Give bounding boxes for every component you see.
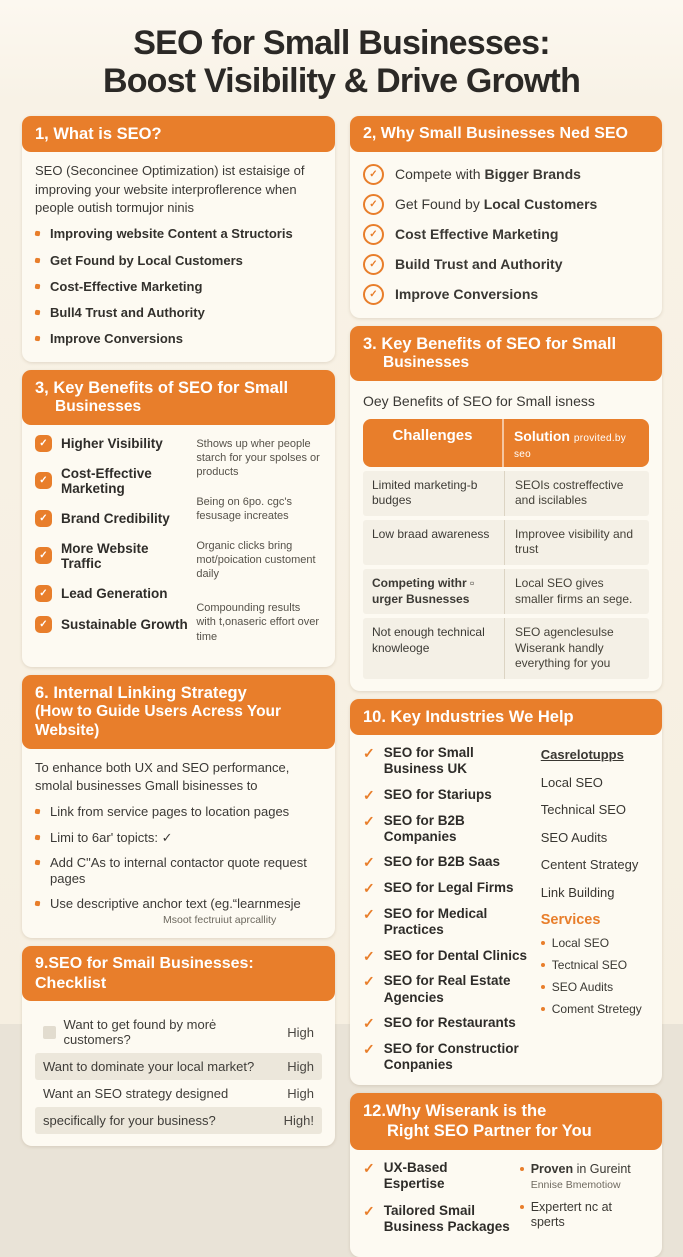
service-item	[541, 1002, 649, 1016]
benefit-item	[35, 616, 188, 633]
benefit-item	[35, 466, 188, 496]
section-what-is-seo-header: 1, What is SEO?	[22, 116, 335, 152]
section-why-wiserank-body	[350, 1150, 662, 1257]
industry-label: SEO for Constructior Conpanies	[383, 1040, 519, 1073]
industry-label: SEO for B2B Companies	[383, 812, 465, 844]
section-checklist-body	[22, 1001, 335, 1146]
section-internal-linking	[22, 675, 335, 939]
section-what-is-seo-body	[22, 152, 335, 362]
priority-label: High!	[283, 1113, 314, 1129]
wiserank-item	[363, 1203, 512, 1236]
side-link: Casrelotupps	[540, 747, 624, 763]
industry-item	[363, 948, 531, 964]
reason-label	[395, 286, 538, 302]
benefit-label: Higher Visibility	[61, 435, 163, 451]
industry-label: SEO for Medical Practices	[383, 905, 488, 938]
list-item-label: Improving website Content a Structoris	[50, 226, 293, 242]
list-item	[35, 855, 322, 888]
bullet-icon	[541, 1007, 545, 1011]
checklist-row	[35, 1011, 322, 1053]
industry-item	[363, 880, 531, 896]
industry-item	[363, 1041, 531, 1073]
section-internal-linking-body	[22, 749, 335, 939]
table-row	[363, 471, 649, 516]
checklist-row	[35, 1053, 322, 1080]
solution-header-main: Solution	[513, 427, 570, 444]
side-link: Link Building	[540, 884, 615, 900]
industry-label: SEO for Restaurants	[383, 1015, 516, 1031]
benefit-descriptions	[196, 435, 322, 655]
benefit-item	[35, 435, 188, 452]
benefit-label: Brand Credibility	[61, 510, 170, 526]
checkbox-icon: ✓	[35, 547, 52, 564]
reason-strong: Improve Conversions	[395, 286, 539, 303]
section-key-benefits-left-header	[22, 370, 335, 425]
bullet-icon	[541, 963, 545, 967]
circle-check-icon: ✓	[363, 224, 384, 245]
side-link: Local SEO	[540, 774, 603, 790]
benefit-item	[35, 541, 188, 571]
circle-check-icon: ✓	[363, 254, 384, 275]
checklist-question	[43, 1086, 228, 1101]
bullet-icon	[520, 1205, 524, 1209]
list-item-label: Link from service pages to location pages	[50, 804, 290, 820]
reason-label	[395, 226, 558, 242]
checkbox-icon: ✓	[35, 616, 52, 633]
section-key-benefits-right-header	[350, 326, 662, 381]
section-key-benefits-left-body	[22, 425, 335, 667]
header-line2: Right SEO Partner for You	[387, 1122, 592, 1141]
side-link: Centent Strategy	[540, 857, 639, 873]
service-label: Tectnical SEO	[551, 958, 628, 973]
solution-cell: Improvee visibility and trust	[514, 526, 634, 557]
question-text: Want to get found by morė customers?	[63, 1017, 217, 1048]
header-line2: Businesses	[55, 397, 142, 415]
bullet-icon	[35, 310, 41, 316]
service-label: Local SEO	[551, 936, 610, 951]
section-key-benefits-left	[22, 370, 335, 667]
reason-item	[363, 254, 649, 275]
wiserank-item-label: UX-Based Espertise	[383, 1159, 448, 1192]
bullet-icon	[520, 1167, 524, 1171]
services-title: Services	[540, 912, 601, 929]
wiserank-item-label: Tailored Smail Business Packages	[383, 1202, 510, 1234]
benefit-description: Compounding results with t,onaseric effort over time	[196, 602, 320, 643]
service-item	[541, 980, 649, 994]
bullet-icon	[541, 985, 545, 989]
header-line1: 6. Internal Linking Strategy	[35, 683, 247, 702]
section-what-is-seo	[22, 116, 335, 362]
checkbox-icon: ✓	[35, 435, 52, 452]
reason-strong: Build Trust and Authority	[395, 256, 563, 273]
reason-item	[363, 164, 649, 185]
check-icon: ✓	[363, 947, 375, 964]
table-subtitle: Oey Benefits of SEO for Small isness	[363, 392, 595, 409]
header-line2: Businesses	[383, 353, 470, 371]
check-icon: ✓	[363, 854, 375, 871]
question-text: Want an SEO strategy designed	[43, 1086, 229, 1102]
table-row	[363, 569, 649, 614]
industry-item	[363, 973, 531, 1005]
circle-check-icon: ✓	[363, 284, 384, 305]
solution-cell: SEOIs costreffective and iscilables	[514, 477, 624, 508]
checklist-question	[43, 1017, 279, 1047]
check-icon: ✓	[363, 905, 375, 922]
priority-label: High	[287, 1086, 314, 1102]
industry-label: SEO for B2B Saas	[383, 854, 501, 870]
industry-label: SEO for Dental Clinics	[383, 947, 528, 963]
service-label: Coment Stretegy	[551, 1002, 642, 1017]
checkbox-icon: ✓	[35, 472, 52, 489]
seo-benefits-list	[35, 226, 322, 347]
checkbox-icon: ✓	[35, 510, 52, 527]
list-item	[35, 830, 322, 846]
checklist-question	[43, 1059, 254, 1074]
checklist-row	[35, 1107, 322, 1134]
note-rest: in Gureint	[573, 1161, 631, 1176]
reason-label	[395, 256, 562, 272]
section-industries	[350, 699, 662, 1085]
industry-item	[363, 1015, 531, 1031]
industry-item	[363, 813, 531, 845]
check-icon: ✓	[363, 745, 375, 762]
bullet-icon	[35, 336, 41, 342]
wiserank-item	[363, 1160, 512, 1193]
wiserank-right-list	[520, 1160, 649, 1246]
solution-cell: Local SEO gives smaller firms an sege.	[514, 575, 633, 606]
list-item	[35, 253, 322, 269]
check-icon: ✓	[363, 1040, 375, 1057]
bullet-icon	[35, 860, 41, 866]
challenge-cell: Competing withr ▫ urger Busnesses	[363, 569, 505, 614]
list-item-label: Improve Conversions	[50, 331, 183, 347]
circle-check-icon: ✓	[363, 164, 384, 185]
reason-strong: Cost Effective Marketing	[395, 226, 559, 243]
reason-strong: Bigger Brands	[484, 166, 581, 183]
benefit-label: Cost-Effective Marketing	[61, 465, 152, 496]
industry-item	[363, 906, 531, 938]
solution-column-header	[504, 419, 649, 467]
note-subtext: Ennise Bmemotiow	[530, 1178, 621, 1191]
section-why-wiserank-header	[350, 1093, 662, 1149]
benefit-label: Lead Generation	[61, 585, 168, 601]
wiserank-note	[520, 1162, 649, 1192]
table-header-row	[363, 419, 649, 467]
page-title-line2: Boost Visibility & Drive Growth	[102, 62, 581, 101]
list-item	[35, 896, 322, 912]
check-icon: ✓	[363, 812, 375, 829]
list-item-label: Cost-Effective Marketing	[50, 278, 203, 294]
reason-pre: Get Found by	[395, 196, 484, 213]
reason-item	[363, 194, 649, 215]
header-line2: (How to Guide Users Acress Your Website)	[35, 702, 282, 739]
checklist-question	[43, 1113, 216, 1128]
note-rest: Expertert nc at sperts	[530, 1200, 612, 1230]
bullet-icon	[35, 284, 41, 290]
header-line1: 3, Key Benefits of SEO for Small	[35, 378, 289, 397]
check-icon: ✓	[363, 1159, 375, 1176]
seo-definition-text: SEO (Seconcinee Optimization) ist estaisige of improving your website interproflerence when people outish tormujor ninis	[35, 163, 305, 216]
industry-label: SEO for Stariups	[383, 786, 492, 802]
bullet-icon	[541, 941, 545, 945]
section-checklist-header: 9.SEO for Smail Businesses: Checklist	[22, 946, 335, 1001]
section-checklist	[22, 946, 335, 1146]
section-why-need-seo	[350, 116, 662, 318]
question-text: specifically for your business?	[43, 1113, 216, 1129]
checklist-row	[35, 1080, 322, 1107]
benefit-label: More Website Traffic	[61, 540, 149, 571]
circle-check-icon: ✓	[363, 194, 384, 215]
challenges-column-header: Challenges	[363, 419, 504, 467]
side-link: Technical SEO	[540, 802, 627, 818]
check-icon: ✓	[363, 786, 375, 803]
benefit-description: Being on 6po. cgc's fesusage increates	[196, 496, 292, 523]
service-item	[541, 958, 649, 972]
priority-label: High	[287, 1059, 314, 1075]
industries-side-column	[541, 745, 649, 1073]
section-why-need-seo-body	[350, 154, 662, 318]
table-row	[363, 618, 649, 679]
benefit-label: Sustainable Growth	[61, 616, 188, 632]
bullet-icon	[35, 901, 41, 907]
reason-item	[363, 284, 649, 305]
check-icon: ✓	[363, 973, 375, 990]
industry-label: SEO for Legal Firms	[383, 880, 514, 896]
service-label: SEO Audits	[551, 980, 614, 995]
list-item-label: Limi to 6ar' topicts: ✓	[50, 829, 173, 845]
challenge-cell: Limited marketing-b budges	[363, 471, 505, 516]
list-item	[35, 226, 322, 242]
wiserank-left-list	[363, 1160, 512, 1246]
list-item	[35, 279, 322, 295]
bullet-icon	[35, 809, 41, 815]
check-icon: ✓	[363, 880, 375, 897]
service-item	[541, 936, 649, 950]
industries-list	[363, 745, 531, 1073]
benefit-description: Sthows up wher people starch for your spolses or products	[196, 437, 320, 478]
left-column	[22, 116, 335, 1146]
industry-item	[363, 745, 531, 777]
reason-label	[395, 196, 597, 212]
benefit-item	[35, 510, 188, 527]
internal-linking-intro: To enhance both UX and SEO performance, smolal businesses Gmall bisinesses to	[35, 759, 290, 794]
section-key-benefits-right-body	[350, 381, 662, 691]
note-strong: Proven	[530, 1161, 574, 1176]
list-item-label: Add C"As to internal contactor quote request pages	[50, 854, 307, 887]
wiserank-note	[520, 1200, 649, 1230]
solution-header-small: provited.by seo	[513, 432, 627, 460]
benefit-description: Organic clicks bring mot/poication customent daily	[196, 540, 316, 581]
solution-cell: SEO agenclesulse Wiserank handly everything for you	[514, 625, 614, 671]
section-why-need-seo-header: 2, Why Small Businesses Ned SEO	[350, 116, 662, 152]
check-icon: ✓	[363, 1202, 375, 1219]
check-icon: ✓	[363, 1015, 375, 1032]
section-key-benefits-right	[350, 326, 662, 691]
bullet-icon	[35, 257, 41, 263]
page-title	[0, 24, 683, 101]
list-item-label: Get Found by Local Customers	[50, 252, 243, 268]
industry-label: SEO for Small Business UK	[383, 745, 474, 777]
section-industries-header: 10. Key Industries We Help	[350, 699, 662, 735]
checkbox-placeholder-icon	[43, 1026, 56, 1039]
note-text	[531, 1162, 631, 1192]
anchor-text-subnote: Msoot fectruiut aprcallity	[163, 913, 277, 926]
bullet-icon	[35, 834, 41, 840]
industry-item	[363, 854, 531, 870]
header-line1: 3. Key Benefits of SEO for Small	[363, 334, 617, 353]
right-column	[350, 116, 662, 1257]
industry-item	[363, 787, 531, 803]
note-text	[531, 1200, 649, 1230]
challenge-cell: Low braad awareness	[363, 520, 505, 565]
section-industries-body	[350, 735, 662, 1085]
table-row	[363, 520, 649, 565]
challenge-cell: Not enough technical knowleoge	[363, 618, 505, 679]
page-title-line1: SEO for Small Businesses:	[133, 24, 550, 62]
reason-pre: Compete with	[395, 166, 485, 183]
header-line1: 12.Why Wiserank is the	[363, 1102, 547, 1121]
priority-label: High	[287, 1024, 314, 1040]
reason-label	[395, 166, 581, 182]
list-item	[35, 804, 322, 820]
benefit-labels	[35, 435, 188, 655]
industry-label: SEO for Real Estate Agencies	[383, 973, 511, 1005]
list-item	[35, 331, 322, 347]
section-internal-linking-header	[22, 675, 335, 749]
list-item	[35, 305, 322, 321]
internal-linking-list	[35, 804, 322, 912]
reason-strong: Local Customers	[483, 196, 598, 213]
benefit-item	[35, 585, 188, 602]
bullet-icon	[35, 231, 41, 237]
section-why-wiserank	[350, 1093, 662, 1257]
checkbox-icon: ✓	[35, 585, 52, 602]
reason-item	[363, 224, 649, 245]
list-item-label: Use descriptive anchor text (eg.“learnmesje	[50, 896, 301, 912]
question-text: Want to dominate your local market?	[43, 1059, 255, 1075]
list-item-label: Bull4 Trust and Authority	[50, 305, 205, 321]
side-link: SEO Audits	[540, 829, 608, 845]
